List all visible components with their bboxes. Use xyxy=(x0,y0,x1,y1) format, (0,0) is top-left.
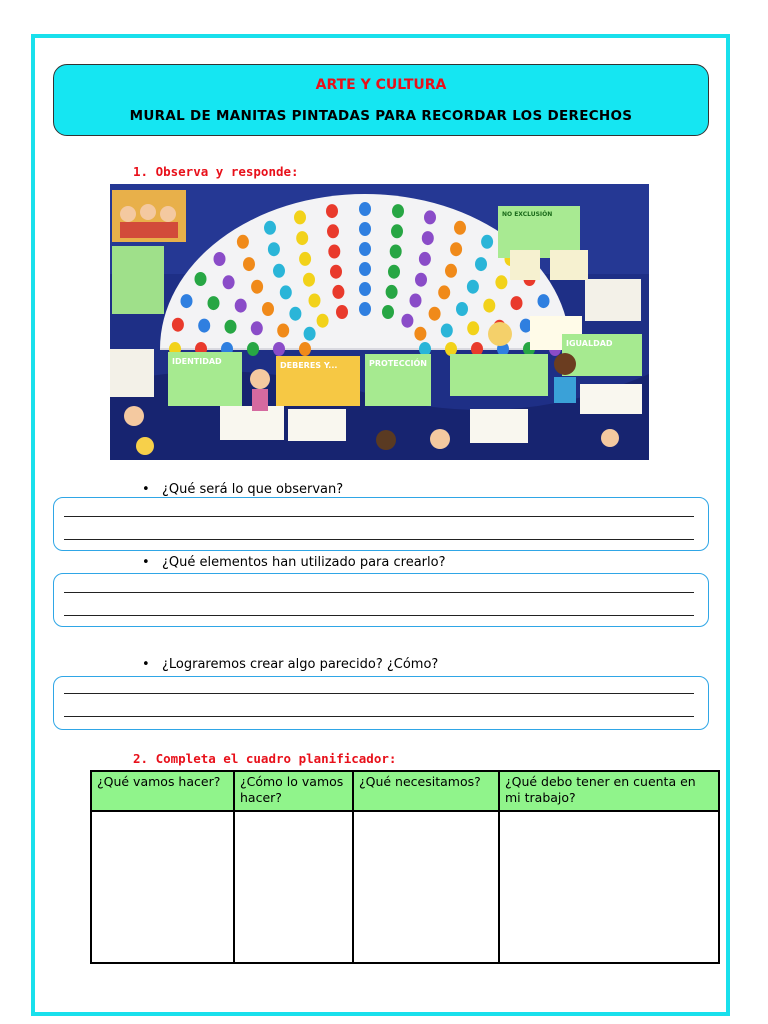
painted-hand xyxy=(386,285,398,299)
painted-hand xyxy=(237,235,249,249)
painted-hand xyxy=(304,327,316,341)
answer-line xyxy=(64,615,694,616)
planner-table xyxy=(90,770,720,964)
painted-hand xyxy=(264,221,276,235)
planner-header-need: ¿Qué necesitamos? xyxy=(353,771,499,811)
painted-hand xyxy=(326,204,338,218)
painted-hand xyxy=(327,224,339,238)
painted-hand xyxy=(456,302,468,316)
painted-hand xyxy=(471,342,483,356)
painted-hand xyxy=(401,314,413,328)
painted-hand xyxy=(317,314,329,328)
painted-hand xyxy=(235,299,247,313)
painted-hand xyxy=(391,224,403,238)
painted-hand xyxy=(273,342,285,356)
painted-hand xyxy=(289,307,301,321)
mural-label-no-exclusion: NO EXCLUSIÓN xyxy=(502,211,553,218)
painted-hand xyxy=(299,252,311,266)
painted-hand xyxy=(198,319,210,333)
painted-hand xyxy=(388,265,400,279)
painted-hand xyxy=(299,342,311,356)
answer-box-1[interactable] xyxy=(53,497,709,551)
planner-header-how: ¿Cómo lo vamos hacer? xyxy=(234,771,353,811)
painted-hand xyxy=(419,342,431,356)
planner-header-consider: ¿Qué debo tener en cuenta en mi trabajo? xyxy=(499,771,719,811)
planner-answer-row xyxy=(91,811,719,963)
mural-label-deberes: DEBERES Y... xyxy=(280,361,338,370)
painted-hand xyxy=(225,320,237,334)
painted-hand xyxy=(273,264,285,278)
painted-hand xyxy=(481,235,493,249)
painted-hand xyxy=(475,257,487,271)
painted-hand xyxy=(208,296,220,310)
painted-hand xyxy=(277,324,289,338)
painted-hand xyxy=(382,305,394,319)
planner-cell-how[interactable] xyxy=(234,811,353,963)
painted-hand xyxy=(359,222,371,236)
section-2-title: 2. Completa el cuadro planificador: xyxy=(133,751,397,766)
question-2-text: ¿Qué elementos han utilizado para crearlo? xyxy=(162,555,446,570)
worksheet-title: MURAL DE MANITAS PINTADAS PARA RECORDAR LOS DERECHOS xyxy=(129,108,633,124)
answer-box-2[interactable] xyxy=(53,573,709,627)
painted-hand xyxy=(445,342,457,356)
painted-hand xyxy=(214,252,226,266)
painted-hand xyxy=(450,242,462,256)
painted-hand xyxy=(438,285,450,299)
painted-hand xyxy=(495,275,507,289)
painted-hand xyxy=(195,272,207,286)
painted-hand xyxy=(332,285,344,299)
question-3-text: ¿Lograremos crear algo parecido? ¿Cómo? xyxy=(162,657,439,672)
mural-label-igualdad: IGUALDAD xyxy=(566,339,613,348)
painted-hand xyxy=(445,264,457,278)
painted-hand xyxy=(415,273,427,287)
planner-cell-what[interactable] xyxy=(91,811,234,963)
answer-line xyxy=(64,516,694,517)
painted-hand xyxy=(296,231,308,245)
painted-hand xyxy=(268,242,280,256)
painted-hand xyxy=(424,210,436,224)
painted-hand xyxy=(328,245,340,259)
painted-hand xyxy=(414,327,426,341)
painted-hand xyxy=(483,299,495,313)
painted-hand xyxy=(359,242,371,256)
painted-hand xyxy=(392,204,404,218)
painted-hand xyxy=(441,324,453,338)
answer-line xyxy=(64,539,694,540)
painted-hand xyxy=(303,273,315,287)
planner-cell-consider[interactable] xyxy=(499,811,719,963)
answer-line xyxy=(64,693,694,694)
question-2: • ¿Qué elementos han utilizado para crearlo? xyxy=(142,555,446,570)
question-3: • ¿Lograremos crear algo parecido? ¿Cómo? xyxy=(142,657,439,672)
planner-header-what: ¿Qué vamos hacer? xyxy=(91,771,234,811)
painted-hand xyxy=(359,302,371,316)
painted-hand xyxy=(538,294,550,308)
painted-hand xyxy=(247,342,259,356)
answer-line xyxy=(64,716,694,717)
painted-hand xyxy=(359,262,371,276)
painted-hand xyxy=(467,280,479,294)
painted-hand xyxy=(251,321,263,335)
section-1-title: 1. Observa y responde: xyxy=(133,164,299,179)
painted-hand xyxy=(390,245,402,259)
painted-hand xyxy=(223,275,235,289)
answer-line xyxy=(64,592,694,593)
painted-hand xyxy=(330,265,342,279)
painted-hand xyxy=(410,294,422,308)
painted-hand xyxy=(454,221,466,235)
planner-header-row xyxy=(91,771,719,811)
painted-hand xyxy=(262,302,274,316)
painted-hand xyxy=(172,318,184,332)
painted-hand xyxy=(419,252,431,266)
painted-hand xyxy=(243,257,255,271)
painted-hand xyxy=(422,231,434,245)
painted-hand xyxy=(359,202,371,216)
mural-photo xyxy=(110,184,649,460)
answer-box-3[interactable] xyxy=(53,676,709,730)
painted-hand xyxy=(359,282,371,296)
question-1: • ¿Qué será lo que observan? xyxy=(142,482,344,497)
painted-hand xyxy=(467,321,479,335)
painted-hand xyxy=(336,305,348,319)
planner-cell-need[interactable] xyxy=(353,811,499,963)
question-1-text: ¿Qué será lo que observan? xyxy=(162,482,344,497)
painted-hand xyxy=(511,296,523,310)
painted-hand xyxy=(251,280,263,294)
subject-title: ARTE Y CULTURA xyxy=(315,77,447,93)
painted-hand xyxy=(181,294,193,308)
painted-hand xyxy=(294,210,306,224)
painted-hand xyxy=(280,285,292,299)
painted-hand xyxy=(429,307,441,321)
mural-label-identidad: IDENTIDAD xyxy=(172,357,222,366)
painted-hand xyxy=(309,294,321,308)
header-banner xyxy=(53,64,709,136)
mural-label-proteccion: PROTECCIÓN xyxy=(369,359,427,368)
